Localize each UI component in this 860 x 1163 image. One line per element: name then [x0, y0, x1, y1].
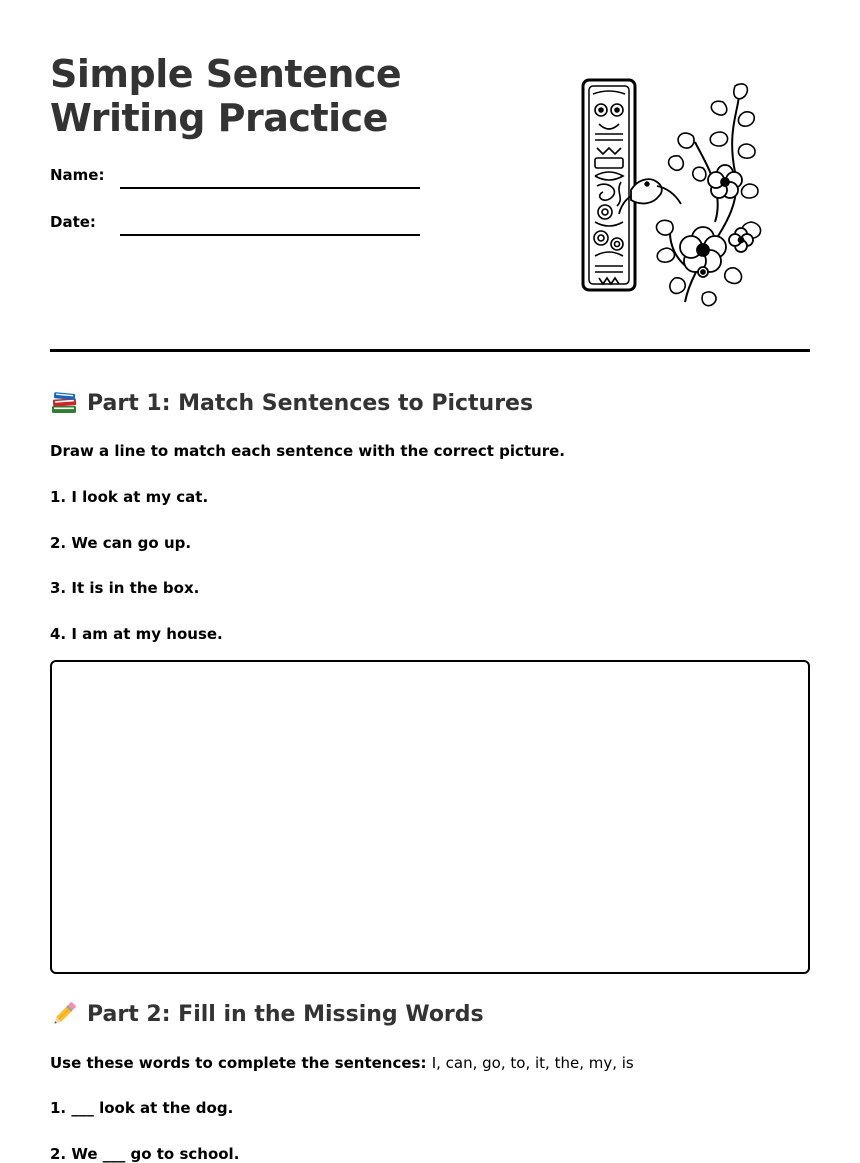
worksheet-title — [50, 52, 401, 140]
section-divider — [50, 349, 810, 352]
part1-sentence: 4. I am at my house. — [50, 625, 223, 643]
name-line[interactable] — [120, 187, 420, 189]
part1-heading-text: Part 1: Match Sentences to Pictures — [87, 390, 534, 416]
part2-heading — [50, 1000, 484, 1028]
books-icon — [50, 389, 78, 417]
part1-heading — [50, 389, 533, 417]
name-label: Name: — [50, 166, 105, 184]
part1-sentence: 1. I look at my cat. — [50, 488, 209, 506]
date-label: Date: — [50, 213, 96, 231]
part2-instruction-label: Use these words to complete the sentences: — [50, 1054, 427, 1072]
part1-sentence: 2. We can go up. — [50, 534, 192, 552]
picture-matching-box[interactable] — [50, 660, 810, 974]
part2-instruction — [50, 1054, 634, 1072]
title-line-1: Simple Sentence — [50, 52, 402, 96]
date-line[interactable] — [120, 234, 420, 236]
part2-heading-text: Part 2: Fill in the Missing Words — [87, 1001, 484, 1027]
title-line-2: Writing Practice — [50, 96, 388, 140]
part1-sentence: 3. It is in the box. — [50, 579, 200, 597]
part1-instruction: Draw a line to match each sentence with the correct picture. — [50, 442, 565, 460]
carved-pou-flowers-icon — [575, 72, 775, 312]
part2-sentence: 1. ___ look at the dog. — [50, 1099, 234, 1117]
pencil-icon — [50, 1000, 78, 1028]
word-bank: I, can, go, to, it, the, my, is — [431, 1054, 634, 1072]
part2-sentence: 2. We ___ go to school. — [50, 1145, 240, 1163]
